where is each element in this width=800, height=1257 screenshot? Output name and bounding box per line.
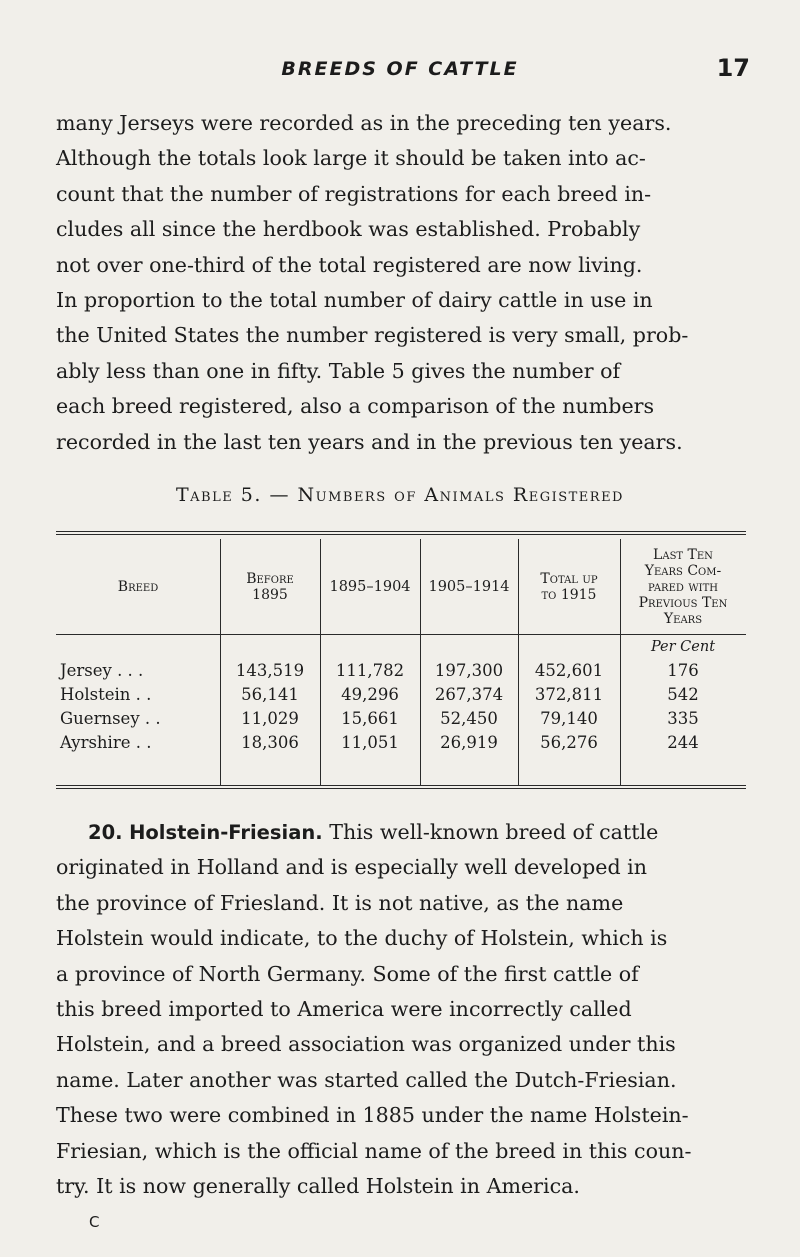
running-header bbox=[0, 52, 800, 92]
table-cell: 79,140 bbox=[540, 709, 598, 728]
header-line: to 1915 bbox=[541, 586, 597, 603]
table-cell: 244 bbox=[667, 733, 699, 752]
text-line: count that the number of registrations for each breed in- bbox=[56, 181, 652, 206]
text-line: ably less than one in fifty. Table 5 gives the number of bbox=[56, 358, 621, 383]
table-cell-breed: Jersey . . . bbox=[60, 661, 144, 680]
table-header-rule bbox=[56, 634, 746, 635]
registrations-table bbox=[56, 529, 746, 791]
table-cell: 49,296 bbox=[341, 685, 399, 704]
text-line: recorded in the last ten years and in the previous ten years. bbox=[56, 429, 683, 454]
table-cell-breed: Guernsey . . bbox=[60, 709, 161, 728]
table-cell: 56,141 bbox=[241, 685, 299, 704]
text-line: Although the totals look large it should be taken into ac- bbox=[56, 146, 646, 171]
text-line: In proportion to the total number of dairy cattle in use in bbox=[56, 288, 653, 313]
text-line: Holstein, and a breed association was organized under this bbox=[56, 1032, 676, 1057]
table-caption-dash: — bbox=[269, 484, 290, 506]
table-bottom-rule-inner bbox=[56, 788, 746, 789]
table-cell: 267,374 bbox=[434, 685, 504, 704]
table-top-rule bbox=[56, 531, 746, 532]
text-line: This well-known breed of cattle bbox=[329, 820, 659, 844]
text-line: a province of North Germany. Some of the first cattle of bbox=[56, 961, 639, 986]
text-line: name. Later another was started called the Dutch-Friesian. bbox=[56, 1067, 677, 1092]
table-bottom-rule bbox=[56, 785, 746, 786]
text-line: the United States the number registered is very small, prob- bbox=[56, 323, 689, 348]
table-cell-breed: Holstein . . bbox=[60, 685, 152, 704]
header-1905-1914-text: 1905–1914 bbox=[428, 578, 510, 595]
header-1895-1904-text: 1895–1904 bbox=[329, 578, 411, 595]
header-line: Previous Ten bbox=[638, 594, 728, 611]
header-breed bbox=[56, 539, 220, 634]
table-cell: 111,782 bbox=[335, 661, 405, 680]
header-breed-text: Breed bbox=[117, 578, 159, 595]
table-caption-title: Numbers of Animals Registered bbox=[297, 484, 624, 506]
header-total-up-to-1915 bbox=[518, 539, 620, 634]
table-top-rule-inner bbox=[56, 534, 746, 535]
table-cell: 26,919 bbox=[440, 733, 498, 752]
header-before-1895 bbox=[220, 539, 320, 634]
table-caption-label: Table 5. bbox=[176, 484, 262, 506]
text-line: originated in Holland and is especially well developed in bbox=[56, 855, 648, 880]
table-cell: 335 bbox=[667, 709, 699, 728]
page-number: 17 bbox=[716, 54, 750, 82]
text-line: try. It is now generally called Holstein in America. bbox=[56, 1174, 580, 1199]
text-line: many Jerseys were recorded as in the preceding ten years. bbox=[56, 111, 672, 135]
text-line: These two were combined in 1885 under the name Holstein- bbox=[56, 1103, 689, 1128]
table-cell: 56,276 bbox=[540, 733, 598, 752]
text-line: Friesian, which is the official name of the breed in this coun- bbox=[56, 1138, 692, 1163]
header-last-ten-years bbox=[620, 539, 746, 634]
header-line: pared with bbox=[648, 578, 718, 595]
paragraph-holstein-friesian bbox=[56, 815, 746, 1204]
table-caption bbox=[0, 484, 800, 506]
table-cell: 176 bbox=[667, 661, 699, 680]
per-cent-label: Per Cent bbox=[650, 639, 716, 655]
text-line: each breed registered, also a comparison of the numbers bbox=[56, 394, 655, 419]
running-title: BREEDS OF CATTLE bbox=[281, 58, 519, 80]
table-cell-breed: Ayrshire . . bbox=[60, 733, 152, 752]
header-line: Total up bbox=[540, 570, 598, 587]
table-cell: 143,519 bbox=[235, 661, 305, 680]
table-cell: 372,811 bbox=[534, 685, 604, 704]
table-cell: 11,029 bbox=[241, 709, 299, 728]
header-line: Years bbox=[663, 610, 703, 627]
table-cell: 542 bbox=[667, 685, 699, 704]
table-cell: 52,450 bbox=[440, 709, 498, 728]
section-heading-line bbox=[56, 815, 746, 850]
text-line: this breed imported to America were incorrectly called bbox=[56, 997, 632, 1022]
paragraph-intro bbox=[56, 106, 746, 460]
header-1905-1914 bbox=[420, 539, 518, 634]
table-cell: 452,601 bbox=[534, 661, 604, 680]
header-line: Years Com- bbox=[644, 562, 722, 579]
header-line: 1895 bbox=[252, 586, 288, 603]
header-line: Last Ten bbox=[653, 546, 713, 563]
section-title: Holstein-Friesian. bbox=[129, 821, 323, 844]
header-1895-1904 bbox=[320, 539, 420, 634]
text-line: the province of Friesland. It is not native, as the name bbox=[56, 890, 624, 915]
table-cell: 11,051 bbox=[341, 733, 399, 752]
signature-mark: C bbox=[89, 1213, 100, 1231]
table-cell: 18,306 bbox=[241, 733, 299, 752]
text-line: cludes all since the herdbook was established. Probably bbox=[56, 217, 641, 242]
table-cell: 197,300 bbox=[434, 661, 504, 680]
section-number: 20. bbox=[88, 821, 123, 844]
header-line: Before bbox=[246, 570, 294, 587]
text-line: Holstein would indicate, to the duchy of Holstein, which is bbox=[56, 926, 668, 951]
table-cell: 15,661 bbox=[341, 709, 399, 728]
text-line: not over one-third of the total registered are now living. bbox=[56, 252, 643, 277]
